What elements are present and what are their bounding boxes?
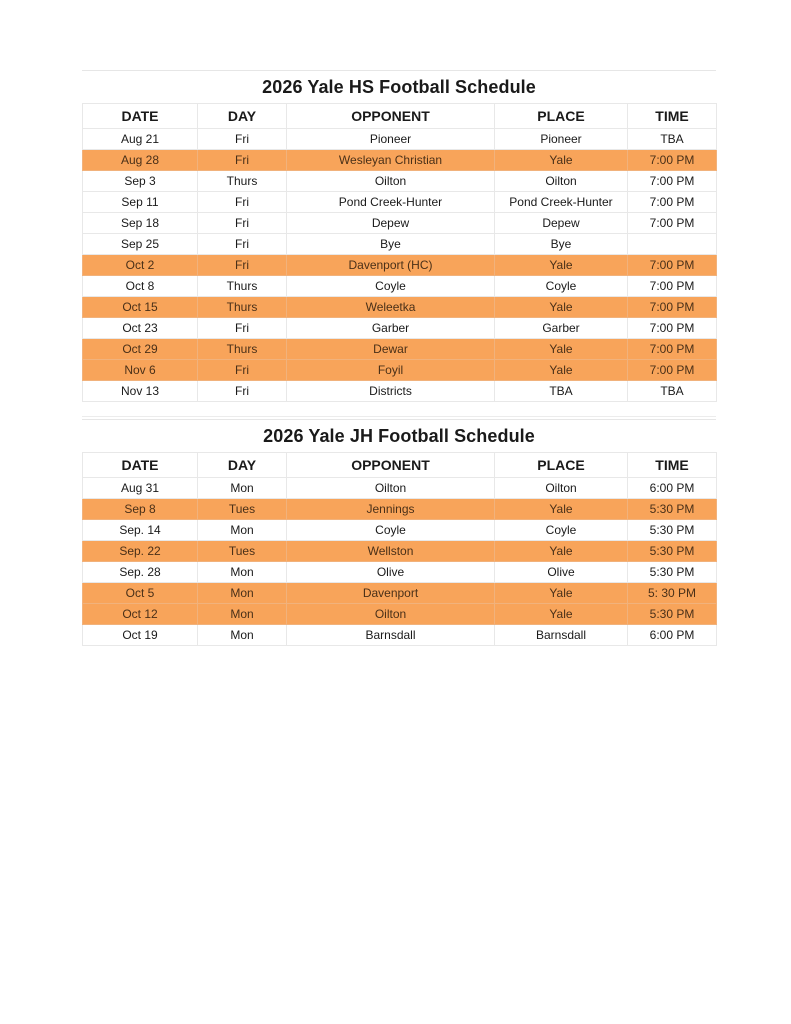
cell-day: Thurs [198, 297, 287, 318]
table-row [83, 339, 717, 360]
cell-opponent: Districts [287, 381, 495, 402]
cell-opponent: Pond Creek-Hunter [287, 192, 495, 213]
cell-opponent: Oilton [287, 171, 495, 192]
cell-day: Fri [198, 318, 287, 339]
column-header-time: TIME [628, 104, 717, 129]
cell-time: 5:30 PM [628, 604, 717, 625]
cell-day: Fri [198, 381, 287, 402]
table-row [83, 381, 717, 402]
cell-opponent: Olive [287, 562, 495, 583]
cell-place: Yale [495, 583, 628, 604]
hs-header-row [83, 104, 717, 129]
table-row [83, 129, 717, 150]
cell-date: Nov 13 [83, 381, 198, 402]
cell-opponent: Dewar [287, 339, 495, 360]
table-row [83, 541, 717, 562]
cell-opponent: Pioneer [287, 129, 495, 150]
table-row [83, 604, 717, 625]
cell-day: Mon [198, 583, 287, 604]
column-header-opponent: OPPONENT [287, 453, 495, 478]
cell-day: Fri [198, 150, 287, 171]
table-row [83, 478, 717, 499]
cell-time: 7:00 PM [628, 360, 717, 381]
cell-day: Thurs [198, 276, 287, 297]
cell-place: Pond Creek-Hunter [495, 192, 628, 213]
cell-date: Sep 25 [83, 234, 198, 255]
column-header-date: DATE [83, 453, 198, 478]
cell-opponent: Bye [287, 234, 495, 255]
cell-place: Olive [495, 562, 628, 583]
cell-day: Fri [198, 234, 287, 255]
cell-time: 6:00 PM [628, 478, 717, 499]
jh-schedule-title: 2026 Yale JH Football Schedule [82, 419, 716, 452]
cell-date: Oct 15 [83, 297, 198, 318]
cell-date: Aug 31 [83, 478, 198, 499]
cell-time: 5:30 PM [628, 562, 717, 583]
cell-opponent: Oilton [287, 478, 495, 499]
cell-date: Sep 18 [83, 213, 198, 234]
cell-day: Mon [198, 478, 287, 499]
cell-time: 6:00 PM [628, 625, 717, 646]
cell-time: TBA [628, 381, 717, 402]
cell-place: Yale [495, 297, 628, 318]
cell-day: Mon [198, 562, 287, 583]
column-header-day: DAY [198, 104, 287, 129]
cell-time: 5: 30 PM [628, 583, 717, 604]
cell-date: Oct 19 [83, 625, 198, 646]
cell-opponent: Coyle [287, 276, 495, 297]
table-row [83, 625, 717, 646]
cell-date: Aug 21 [83, 129, 198, 150]
cell-date: Sep 3 [83, 171, 198, 192]
jh-header-row [83, 453, 717, 478]
cell-date: Sep 8 [83, 499, 198, 520]
cell-date: Sep 11 [83, 192, 198, 213]
cell-time [628, 234, 717, 255]
column-header-place: PLACE [495, 453, 628, 478]
cell-place: Barnsdall [495, 625, 628, 646]
column-header-opponent: OPPONENT [287, 104, 495, 129]
cell-day: Mon [198, 520, 287, 541]
cell-date: Oct 29 [83, 339, 198, 360]
table-row [83, 562, 717, 583]
cell-time: 7:00 PM [628, 297, 717, 318]
cell-place: Yale [495, 499, 628, 520]
cell-time: 5:30 PM [628, 541, 717, 562]
table-row [83, 520, 717, 541]
cell-place: Bye [495, 234, 628, 255]
cell-date: Oct 2 [83, 255, 198, 276]
cell-date: Sep. 22 [83, 541, 198, 562]
cell-day: Fri [198, 360, 287, 381]
cell-date: Sep. 28 [83, 562, 198, 583]
cell-place: Pioneer [495, 129, 628, 150]
cell-opponent: Wesleyan Christian [287, 150, 495, 171]
cell-day: Mon [198, 625, 287, 646]
cell-place: Coyle [495, 276, 628, 297]
cell-time: 5:30 PM [628, 520, 717, 541]
cell-place: Depew [495, 213, 628, 234]
cell-date: Oct 12 [83, 604, 198, 625]
table-row [83, 318, 717, 339]
column-header-date: DATE [83, 104, 198, 129]
cell-time: 7:00 PM [628, 192, 717, 213]
table-row [83, 297, 717, 318]
column-header-time: TIME [628, 453, 717, 478]
cell-day: Tues [198, 541, 287, 562]
cell-opponent: Wellston [287, 541, 495, 562]
table-row [83, 583, 717, 604]
cell-place: Oilton [495, 171, 628, 192]
table-row [83, 255, 717, 276]
table-row [83, 360, 717, 381]
cell-day: Fri [198, 129, 287, 150]
cell-time: 7:00 PM [628, 339, 717, 360]
cell-date: Oct 8 [83, 276, 198, 297]
column-header-place: PLACE [495, 104, 628, 129]
cell-date: Oct 23 [83, 318, 198, 339]
hs-schedule-table [82, 103, 717, 402]
cell-time: TBA [628, 129, 717, 150]
cell-place: Yale [495, 541, 628, 562]
cell-place: Yale [495, 255, 628, 276]
jh-schedule-body [83, 478, 717, 646]
cell-date: Sep. 14 [83, 520, 198, 541]
cell-place: Yale [495, 150, 628, 171]
table-row [83, 276, 717, 297]
hs-schedule-title: 2026 Yale HS Football Schedule [82, 70, 716, 103]
cell-place: Garber [495, 318, 628, 339]
table-row [83, 192, 717, 213]
cell-time: 7:00 PM [628, 276, 717, 297]
section-divider [82, 402, 716, 417]
cell-day: Thurs [198, 339, 287, 360]
cell-day: Mon [198, 604, 287, 625]
cell-time: 7:00 PM [628, 213, 717, 234]
hs-schedule-body [83, 129, 717, 402]
cell-opponent: Coyle [287, 520, 495, 541]
cell-opponent: Weleetka [287, 297, 495, 318]
cell-place: Coyle [495, 520, 628, 541]
cell-day: Fri [198, 213, 287, 234]
jh-schedule-table [82, 452, 717, 646]
cell-time: 7:00 PM [628, 255, 717, 276]
cell-time: 7:00 PM [628, 150, 717, 171]
cell-time: 7:00 PM [628, 318, 717, 339]
table-row [83, 499, 717, 520]
table-row [83, 150, 717, 171]
cell-opponent: Foyil [287, 360, 495, 381]
table-row [83, 213, 717, 234]
cell-opponent: Depew [287, 213, 495, 234]
cell-time: 7:00 PM [628, 171, 717, 192]
column-header-day: DAY [198, 453, 287, 478]
cell-opponent: Davenport [287, 583, 495, 604]
cell-day: Thurs [198, 171, 287, 192]
cell-day: Fri [198, 192, 287, 213]
cell-place: Yale [495, 360, 628, 381]
cell-opponent: Davenport (HC) [287, 255, 495, 276]
cell-opponent: Barnsdall [287, 625, 495, 646]
cell-place: Yale [495, 339, 628, 360]
cell-date: Nov 6 [83, 360, 198, 381]
cell-day: Fri [198, 255, 287, 276]
table-row [83, 234, 717, 255]
schedule-sheet [82, 70, 716, 646]
cell-place: Yale [495, 604, 628, 625]
cell-opponent: Oilton [287, 604, 495, 625]
cell-place: Oilton [495, 478, 628, 499]
cell-place: TBA [495, 381, 628, 402]
cell-date: Oct 5 [83, 583, 198, 604]
cell-time: 5:30 PM [628, 499, 717, 520]
table-row [83, 171, 717, 192]
cell-opponent: Jennings [287, 499, 495, 520]
cell-date: Aug 28 [83, 150, 198, 171]
cell-opponent: Garber [287, 318, 495, 339]
cell-day: Tues [198, 499, 287, 520]
